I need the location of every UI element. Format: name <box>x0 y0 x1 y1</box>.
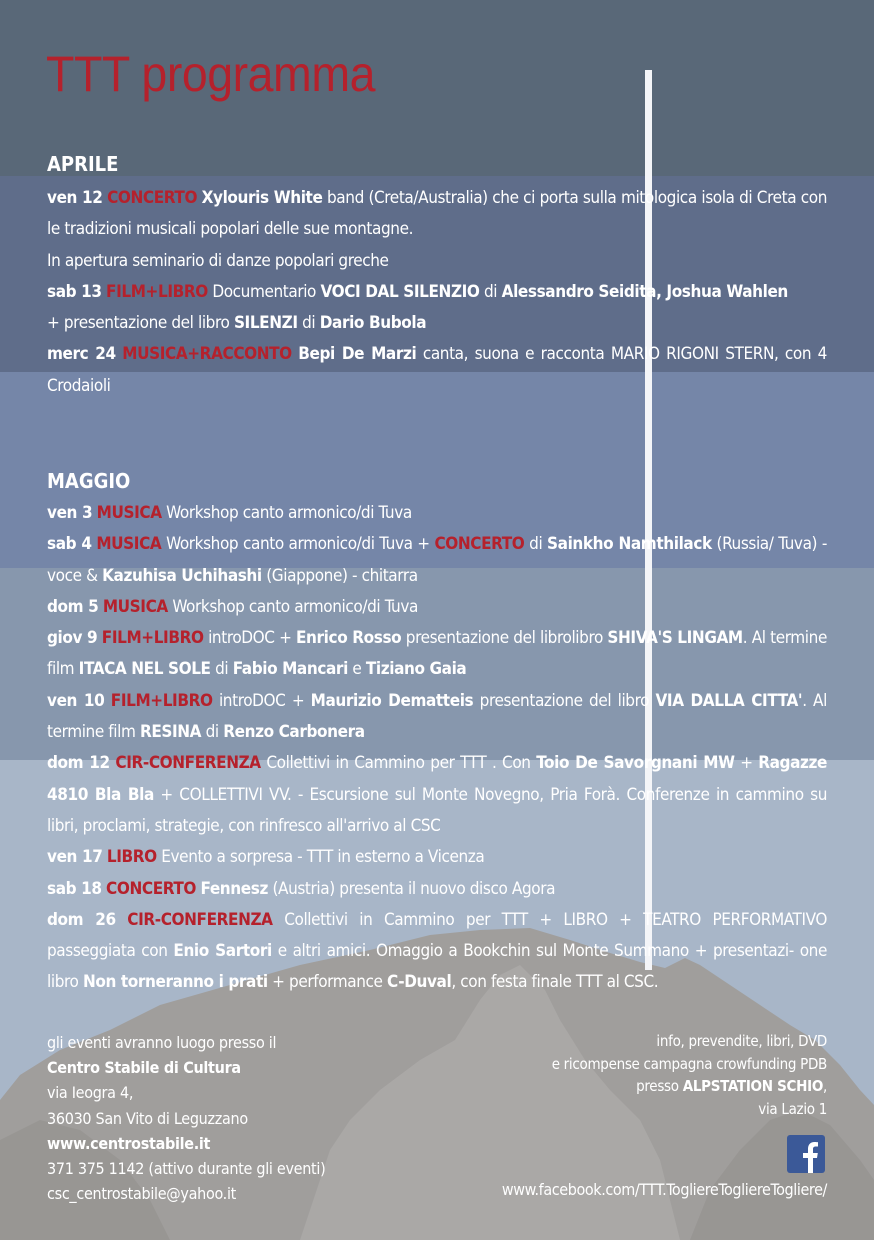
event-category: MUSICA+RACCONTO <box>122 344 292 365</box>
event-category: FILM+LIBRO <box>110 690 213 711</box>
event-text: introDOC + <box>208 628 292 649</box>
event-text: Workshop canto armonico/di Tuva + <box>166 534 430 555</box>
shop-line-2: e ricompense campagna crowfunding PDB <box>551 1054 827 1073</box>
event-highlight: Sainkho Namthilack <box>547 534 712 555</box>
event-date: sab 18 <box>47 878 102 899</box>
event-text: (Austria) presenta il nuovo disco Agora <box>272 878 556 899</box>
month-heading: APRILE <box>47 152 119 176</box>
event-text: di <box>302 313 316 334</box>
event-entry <box>47 905 827 999</box>
event-category: MUSICA <box>96 503 162 523</box>
event-date: giov 9 <box>47 628 98 649</box>
event-text: . Al termine film <box>47 628 827 680</box>
event-date: ven 3 <box>47 503 93 523</box>
event-highlight: Renzo Carbonera <box>223 722 365 743</box>
event-category: FILM+LIBRO <box>101 628 204 649</box>
event-text: + performance <box>272 972 383 993</box>
event-category: CONCERTO <box>107 188 198 208</box>
month-heading: MAGGIO <box>47 469 131 493</box>
event-text: e altri amici. Omaggio a Bookchin sul Monte Summano + presentazi- one libro <box>47 941 827 993</box>
event-date: ven 17 <box>47 847 103 868</box>
event-entry <box>47 686 827 749</box>
event-text: + <box>740 753 753 774</box>
venue-name: Centro Stabile di Cultura <box>47 1058 241 1078</box>
event-entry <box>47 498 827 529</box>
event-text: + COLLETTIVI VV. - Escursione sul Monte Novegno, Pria Forà. Conferenze in cammino su libri, proclami, strategie, con rinfresco all'arrivo al CSC <box>47 784 828 836</box>
phone-number: 371 375 1142 (attivo durante gli eventi) <box>47 1159 326 1179</box>
event-text: . Al termine film <box>47 690 827 743</box>
event-highlight: Enrico Rosso <box>296 628 402 649</box>
event-highlight: Fabio Mancari <box>232 659 348 680</box>
event-text: di <box>484 281 498 302</box>
shop-prefix: presso <box>636 1077 679 1095</box>
event-highlight: ITACA NEL SOLE <box>78 659 211 680</box>
event-text: di <box>205 722 219 743</box>
event-text: Collettivi in Cammino per TTT + LIBRO + TEATRO PERFORMATIVO passeggiata con <box>47 909 827 962</box>
facebook-link[interactable]: www.facebook.com/TTT.TogliereTogliereTogliere/ <box>501 1180 827 1199</box>
event-highlight: Xylouris White <box>201 188 323 208</box>
event-entry <box>47 748 827 842</box>
event-text: , con festa finale TTT al CSC. <box>451 972 659 993</box>
event-category: MUSICA <box>96 534 162 555</box>
event-date: dom 12 <box>47 753 110 774</box>
event-date: sab 13 <box>47 281 102 302</box>
event-text: presentazione del librolibro <box>405 628 603 649</box>
event-list-aprile <box>47 183 827 402</box>
event-text: band (Creta/Australia) che ci porta sulla mitologica isola di Creta con le tradizioni musicali popolari delle sue montagne. <box>47 188 827 240</box>
event-highlight: Toio De Savorgnani MW <box>536 753 735 774</box>
event-text: Documentario <box>212 281 317 302</box>
event-text: di <box>529 534 543 555</box>
shop-line-3 <box>552 1075 827 1098</box>
event-category: CONCERTO <box>106 878 196 899</box>
email-address[interactable]: csc_centrostabile@yahoo.it <box>47 1184 236 1204</box>
event-category: MUSICA <box>102 596 168 617</box>
event-highlight: Non torneranno i prati <box>82 972 268 993</box>
shop-name: ALPSTATION SCHIO <box>682 1077 823 1095</box>
event-text: (Russia/ Tuva) - voce & <box>47 534 827 586</box>
event-category: FILM+LIBRO <box>106 281 208 302</box>
event-text: di <box>215 659 229 680</box>
event-highlight: Kazuhisa Uchihashi <box>102 565 262 586</box>
event-highlight: SILENZI <box>233 313 298 334</box>
event-highlight: Dario Bubola <box>319 313 427 334</box>
event-highlight: Enio Sartori <box>173 941 272 962</box>
event-category: CIR-CONFERENZA <box>127 909 273 930</box>
event-text: Workshop canto armonico/di Tuva <box>172 596 418 617</box>
event-text: presentazione del libro <box>479 690 650 711</box>
event-date: dom 26 <box>47 909 116 930</box>
event-text: canta, suona e racconta MARIO RIGONI STERN, con 4 Crodaioli <box>47 344 827 396</box>
event-highlight: Tiziano Gaia <box>365 659 467 680</box>
venue-city: 36030 San Vito di Leguzzano <box>47 1108 248 1128</box>
event-highlight: Alessandro Seidita, Joshua Wahlen <box>501 281 788 302</box>
website-link[interactable]: www.centrostabile.it <box>47 1133 211 1153</box>
event-entry <box>47 339 827 402</box>
event-category: LIBRO <box>106 847 157 868</box>
shop-info <box>552 1030 827 1120</box>
event-date: merc 24 <box>47 344 116 365</box>
event-highlight: VOCI DAL SILENZIO <box>320 281 480 302</box>
venue-intro: gli eventi avranno luogo presso il <box>47 1033 277 1052</box>
event-entry <box>47 277 827 340</box>
event-date: ven 10 <box>47 690 105 711</box>
event-text: introDOC + <box>218 690 305 711</box>
event-text: (Giappone) - chitarra <box>266 565 418 586</box>
venue-street: via Ieogra 4, <box>47 1083 134 1103</box>
event-text: e <box>352 659 362 680</box>
event-date: ven 12 <box>47 188 103 208</box>
event-category: CONCERTO <box>434 534 525 555</box>
event-highlight: Fennesz <box>200 878 268 899</box>
shop-address: via Lazio 1 <box>758 1099 827 1118</box>
event-text: Workshop canto armonico/di Tuva <box>166 503 412 523</box>
shop-line-1: info, prevendite, libri, DVD <box>656 1032 827 1050</box>
event-list-maggio <box>47 498 827 999</box>
shop-suffix: , <box>823 1077 827 1095</box>
event-highlight: C-Duval <box>387 972 452 993</box>
event-highlight: SHIVA'S LINGAM <box>607 628 743 649</box>
event-entry <box>47 874 827 905</box>
event-entry <box>47 842 827 873</box>
event-highlight: Ragazze 4810 Bla Bla <box>47 753 828 805</box>
event-entry <box>47 592 827 623</box>
event-highlight: Maurizio Dematteis <box>310 690 474 711</box>
event-text: In apertura seminario di danze popolari greche <box>47 250 389 271</box>
event-highlight: Bepi De Marzi <box>298 344 417 365</box>
event-entry <box>47 623 827 686</box>
event-highlight: RESINA <box>139 722 202 743</box>
event-category: CIR-CONFERENZA <box>115 753 261 774</box>
venue-info <box>47 1030 325 1206</box>
event-entry <box>47 183 827 277</box>
event-text: Evento a sorpresa - TTT in esterno a Vicenza <box>161 847 485 868</box>
event-highlight: VIA DALLA CITTA' <box>655 690 803 711</box>
facebook-icon[interactable] <box>787 1135 825 1173</box>
page-title: TTT programma <box>46 46 376 102</box>
event-text: Collettivi in Cammino per TTT . Con <box>266 753 531 774</box>
event-entry <box>47 529 827 592</box>
event-text: + presentazione del libro <box>47 313 230 334</box>
event-date: dom 5 <box>47 596 99 617</box>
event-date: sab 4 <box>47 534 92 555</box>
